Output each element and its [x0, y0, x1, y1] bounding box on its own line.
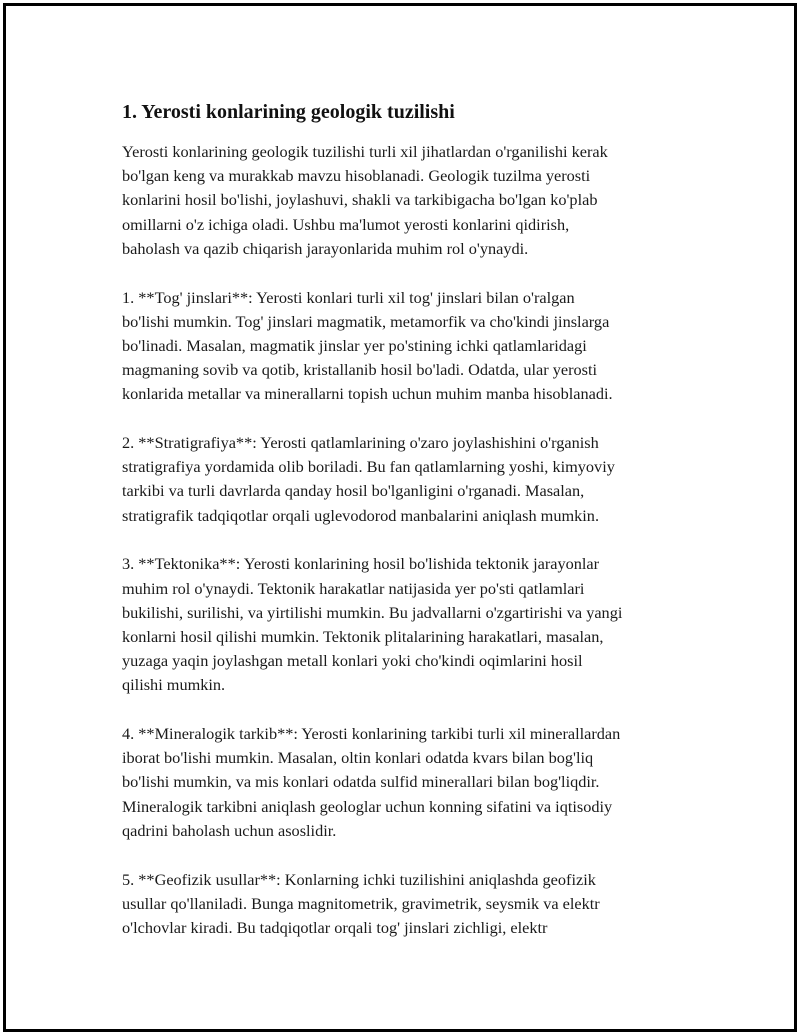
- section-geophysics-paragraph: [122, 868, 692, 941]
- text-line: konlarini hosil bo'lishi, joylashuvi, shakli va tarkibigacha bo'lgan ko'plab: [122, 190, 598, 210]
- text-line: 4. **Mineralogik tarkib**: Yerosti konlarining tarkibi turli xil minerallardan: [122, 724, 621, 744]
- text-line: bukilishi, surilishi, va yirtilishi mumkin. Bu jadvallarni o'zgartirishi va yangi: [122, 602, 623, 622]
- text-line: tarkibi va turli davrlarda qanday hosil bo'lganligini o'rganadi. Masalan,: [122, 481, 585, 501]
- text-line: qilishi mumkin.: [122, 675, 226, 695]
- page-frame: [3, 3, 797, 1032]
- text-line: magmaning sovib va qotib, kristallanib hosil bo'ladi. Odatda, ular yerosti: [122, 360, 598, 380]
- intro-paragraph: [122, 140, 692, 261]
- section-mineralogy-paragraph: [122, 722, 692, 843]
- text-line: 2. **Stratigrafiya**: Yerosti qatlamlarining o'zaro joylashishini o'rganish: [122, 433, 599, 453]
- text-line: 3. **Tektonika**: Yerosti konlarining hosil bo'lishida tektonik jarayonlar: [122, 554, 600, 574]
- text-line: usullar qo'llaniladi. Bunga magnitometrik, gravimetrik, seysmik va elektr: [122, 893, 600, 913]
- text-line: baholash va qazib chiqarish jarayonlarida muhim rol o'ynaydi.: [122, 238, 529, 258]
- text-line: 5. **Geofizik usullar**: Konlarning ichki tuzilishini aniqlashda geofizik: [122, 869, 596, 889]
- text-line: stratigrafiya yordamida olib boriladi. Bu fan qatlamlarning yoshi, kimyoviy: [122, 457, 615, 477]
- text-line: Mineralogik tarkibni aniqlash geologlar uchun konning sifatini va iqtisodiy: [122, 796, 613, 816]
- section-tectonics-paragraph: [122, 552, 692, 697]
- text-line: bo'lgan keng va murakkab mavzu hisoblanadi. Geologik tuzilma yerosti: [122, 166, 591, 186]
- section-stratigraphy-paragraph: [122, 431, 692, 528]
- text-line: 1. **Tog' jinslari**: Yerosti konlari turli xil tog' jinslari bilan o'ralgan: [122, 287, 575, 307]
- text-line: Yerosti konlarining geologik tuzilishi turli xil jihatlardan o'rganilishi kerak: [122, 142, 608, 161]
- text-line: konlarni hosil qilishi mumkin. Tektonik plitalarining harakatlari, masalan,: [122, 626, 604, 646]
- text-line: bo'linadi. Masalan, magmatik jinslar yer po'stining ichki qatlamlaridagi: [122, 335, 587, 355]
- section-rocks-paragraph: [122, 286, 692, 407]
- text-line: o'lchovlar kiradi. Bu tadqiqotlar orqali tog' jinslari zichligi, elektr: [122, 917, 548, 937]
- text-line: iborat bo'lishi mumkin. Masalan, oltin konlari odatda kvars bilan bog'liq: [122, 748, 594, 768]
- text-line: konlarida metallar va minerallarni topish uchun muhim manba hisoblanadi.: [122, 384, 613, 404]
- text-line: qadrini baholash uchun asoslidir.: [122, 820, 337, 840]
- text-line: yuzaga yaqin joylashgan metall konlari yoki cho'kindi oqimlarini hosil: [122, 651, 583, 671]
- text-line: bo'lishi mumkin, va mis konlari odatda sulfid minerallari bilan bog'liqdir.: [122, 772, 600, 792]
- document-body: [122, 96, 692, 940]
- text-line: stratigrafik tadqiqotlar orqali uglevodorod manbalarini aniqlash mumkin.: [122, 505, 600, 525]
- text-line: omillarni o'z ichiga oladi. Ushbu ma'lumot yerosti konlarini qidirish,: [122, 214, 570, 234]
- text-line: muhim rol o'ynaydi. Tektonik harakatlar natijasida yer po'sti qatlamlari: [122, 578, 585, 598]
- text-line: bo'lishi mumkin. Tog' jinslari magmatik, metamorfik va cho'kindi jinslarga: [122, 311, 610, 331]
- document-title: 1. Yerosti konlarining geologik tuzilishi: [122, 101, 455, 123]
